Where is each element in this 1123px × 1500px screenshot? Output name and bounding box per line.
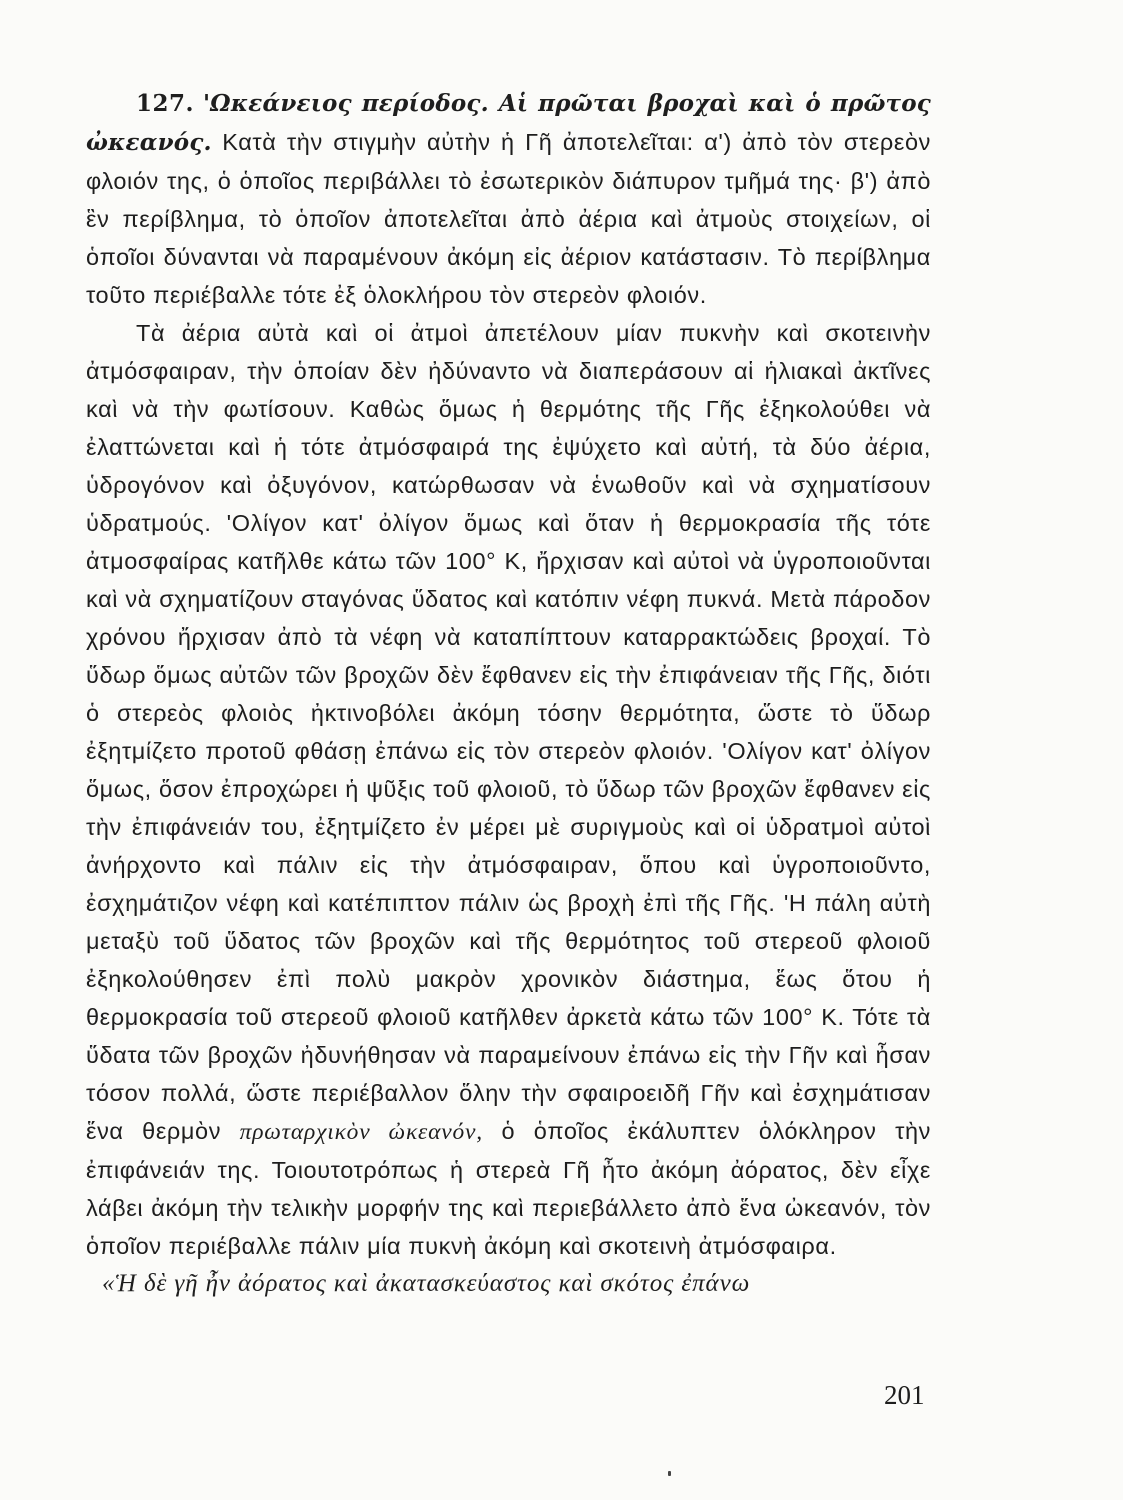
section-paragraph bbox=[86, 84, 931, 314]
body-text-after-emphasis: ὁ ὁποῖος ἐκάλυπτεν ὁλόκληρον τὴν ἐπιφάνειάν της. Τοιουτοτρόπως ἡ στερεὰ Γῆ ἦτο ἀκόμη ἀόρατος, δὲν εἶχε λάβει ἀκόμη τὴν τελικὴν μορφήν της καὶ περιεβάλλετο ἀπὸ ἕνα ὠκεανόν, τὸν ὁποῖον περιέβαλλε πάλιν μία πυκνὴ ἀκόμη καὶ σκοτεινὴ ἀτμόσφαιρα. bbox=[86, 1118, 931, 1259]
scan-speck bbox=[668, 1471, 671, 1476]
emphasized-term: πρωταρχικὸν ὠκεανόν, bbox=[239, 1119, 483, 1145]
section-intro-text: Κατὰ τὴν στιγμὴν αὐτὴν ἡ Γῆ ἀποτελεῖται: α') ἀπὸ τὸν στερεὸν φλοιόν της, ὁ ὁποῖος περιβάλλει τὸ ἐσωτερικὸν διάπυρον τμῆμά της· β') ἀπὸ ἓν περίβλημα, τὸ ὁποῖον ἀποτελεῖται ἀπὸ ἀέρια καὶ ἀτμοὺς στοιχείων, οἱ ὁποῖοι δύνανται νὰ παραμένουν ἀκόμη εἰς ἀέριον κατάστασιν. Τὸ περίβλημα τοῦτο περιέβαλλε τότε ἐξ ὁλοκλήρου τὸν στερεὸν φλοιόν. bbox=[86, 129, 931, 308]
body-paragraph bbox=[86, 314, 931, 1265]
page-body bbox=[86, 84, 931, 1303]
section-number: 127. bbox=[136, 90, 195, 117]
section-title: 'Ωκεάνειος περίοδος. Αἱ πρῶται βροχαὶ καὶ ὁ πρῶτος ὠκεανός. bbox=[86, 90, 931, 156]
scripture-quote: «Ἡ δὲ γῆ ἦν ἀόρατος καὶ ἀκατασκεύαστος καὶ σκότος ἐπάνω bbox=[102, 1270, 751, 1297]
page-number: 201 bbox=[884, 1380, 925, 1410]
body-text-before-emphasis: Τὰ ἀέρια αὐτὰ καὶ οἱ ἀτμοὶ ἀπετέλουν μίαν πυκνὴν καὶ σκοτεινὴν ἀτμόσφαιραν, τὴν ὁποίαν δὲν ἠδύναντο νὰ διαπεράσουν αἱ ἡλιακαὶ ἀκτῖνες καὶ νὰ τὴν φωτίσουν. Καθὼς ὅμως ἡ θερμότης τῆς Γῆς ἐξηκολούθει νὰ ἐλαττώνεται καὶ ἡ τότε ἀτμόσφαιρά της ἐψύχετο καὶ αὐτή, τὰ δύο ἀέρια, ὑδρογόνον καὶ ὀξυγόνον, κατώρθωσαν νὰ ἑνωθοῦν καὶ νὰ σχηματίσουν ὑδρατμούς. 'Ολίγον κατ' ὀλίγον ὅμως καὶ ὅταν ἡ θερμοκρασία τῆς τότε ἀτμοσφαίρας κατῆλθε κάτω τῶν 100° Κ, ἤρχισαν καὶ αὐτοὶ νὰ ὑγροποιοῦνται καὶ νὰ σχηματίζουν σταγόνας ὕδατος καὶ κατόπιν νέφη πυκνά. Μετὰ πάροδον χρόνου ἤρχισαν ἀπὸ τὰ νέφη νὰ καταπίπτουν καταρρακτώδεις βροχαί. Τὸ ὕδωρ ὅμως αὐτῶν τῶν βροχῶν δὲν ἔφθανεν εἰς τὴν ἐπιφάνειαν τῆς Γῆς, διότι ὁ στερεὸς φλοιὸς ἠκτινοβόλει ἀκόμη τόσην θερμότητα, ὥστε τὸ ὕδωρ ἐξητμίζετο προτοῦ φθάσῃ ἐπάνω εἰς τὸν στερεὸν φλοιόν. 'Ολίγον κατ' ὀλίγον ὅμως, ὅσον ἐπροχώρει ἡ ψῦξις τοῦ φλοιοῦ, τὸ ὕδωρ τῶν βροχῶν ἔφθανεν εἰς τὴν ἐπιφάνειάν του, ἐξητμίζετο ἐν μέρει μὲ συριγμοὺς καὶ οἱ ὑδρατμοὶ αὐτοὶ ἀνήρχοντο καὶ πάλιν εἰς τὴν ἀτμόσφαιραν, ὅπου καὶ ὑγροποιοῦντο, ἐσχημάτιζον νέφη καὶ κατέπιπτον πάλιν ὡς βροχὴ ἐπὶ τῆς Γῆς. 'Η πάλη αὐτὴ μεταξὺ τοῦ ὕδατος τῶν βροχῶν καὶ τῆς θερμότητος τοῦ στερεοῦ φλοιοῦ ἐξηκολούθησεν ἐπὶ πολὺ μακρὸν χρονικὸν διάστημα, ἕως ὅτου ἡ θερμοκρασία τοῦ στερεοῦ φλοιοῦ κατῆλθεν ἀρκετὰ κάτω τῶν 100° Κ. Τότε τὰ ὕδατα τῶν βροχῶν ἠδυνήθησαν νὰ παραμείνουν ἐπάνω εἰς τὴν Γῆν καὶ ἦσαν τόσον πολλά, ὥστε περιέβαλλον ὅλην τὴν σφαιροειδῆ Γῆν καὶ ἐσχημάτισαν ἕνα θερμὸν bbox=[86, 320, 931, 1144]
